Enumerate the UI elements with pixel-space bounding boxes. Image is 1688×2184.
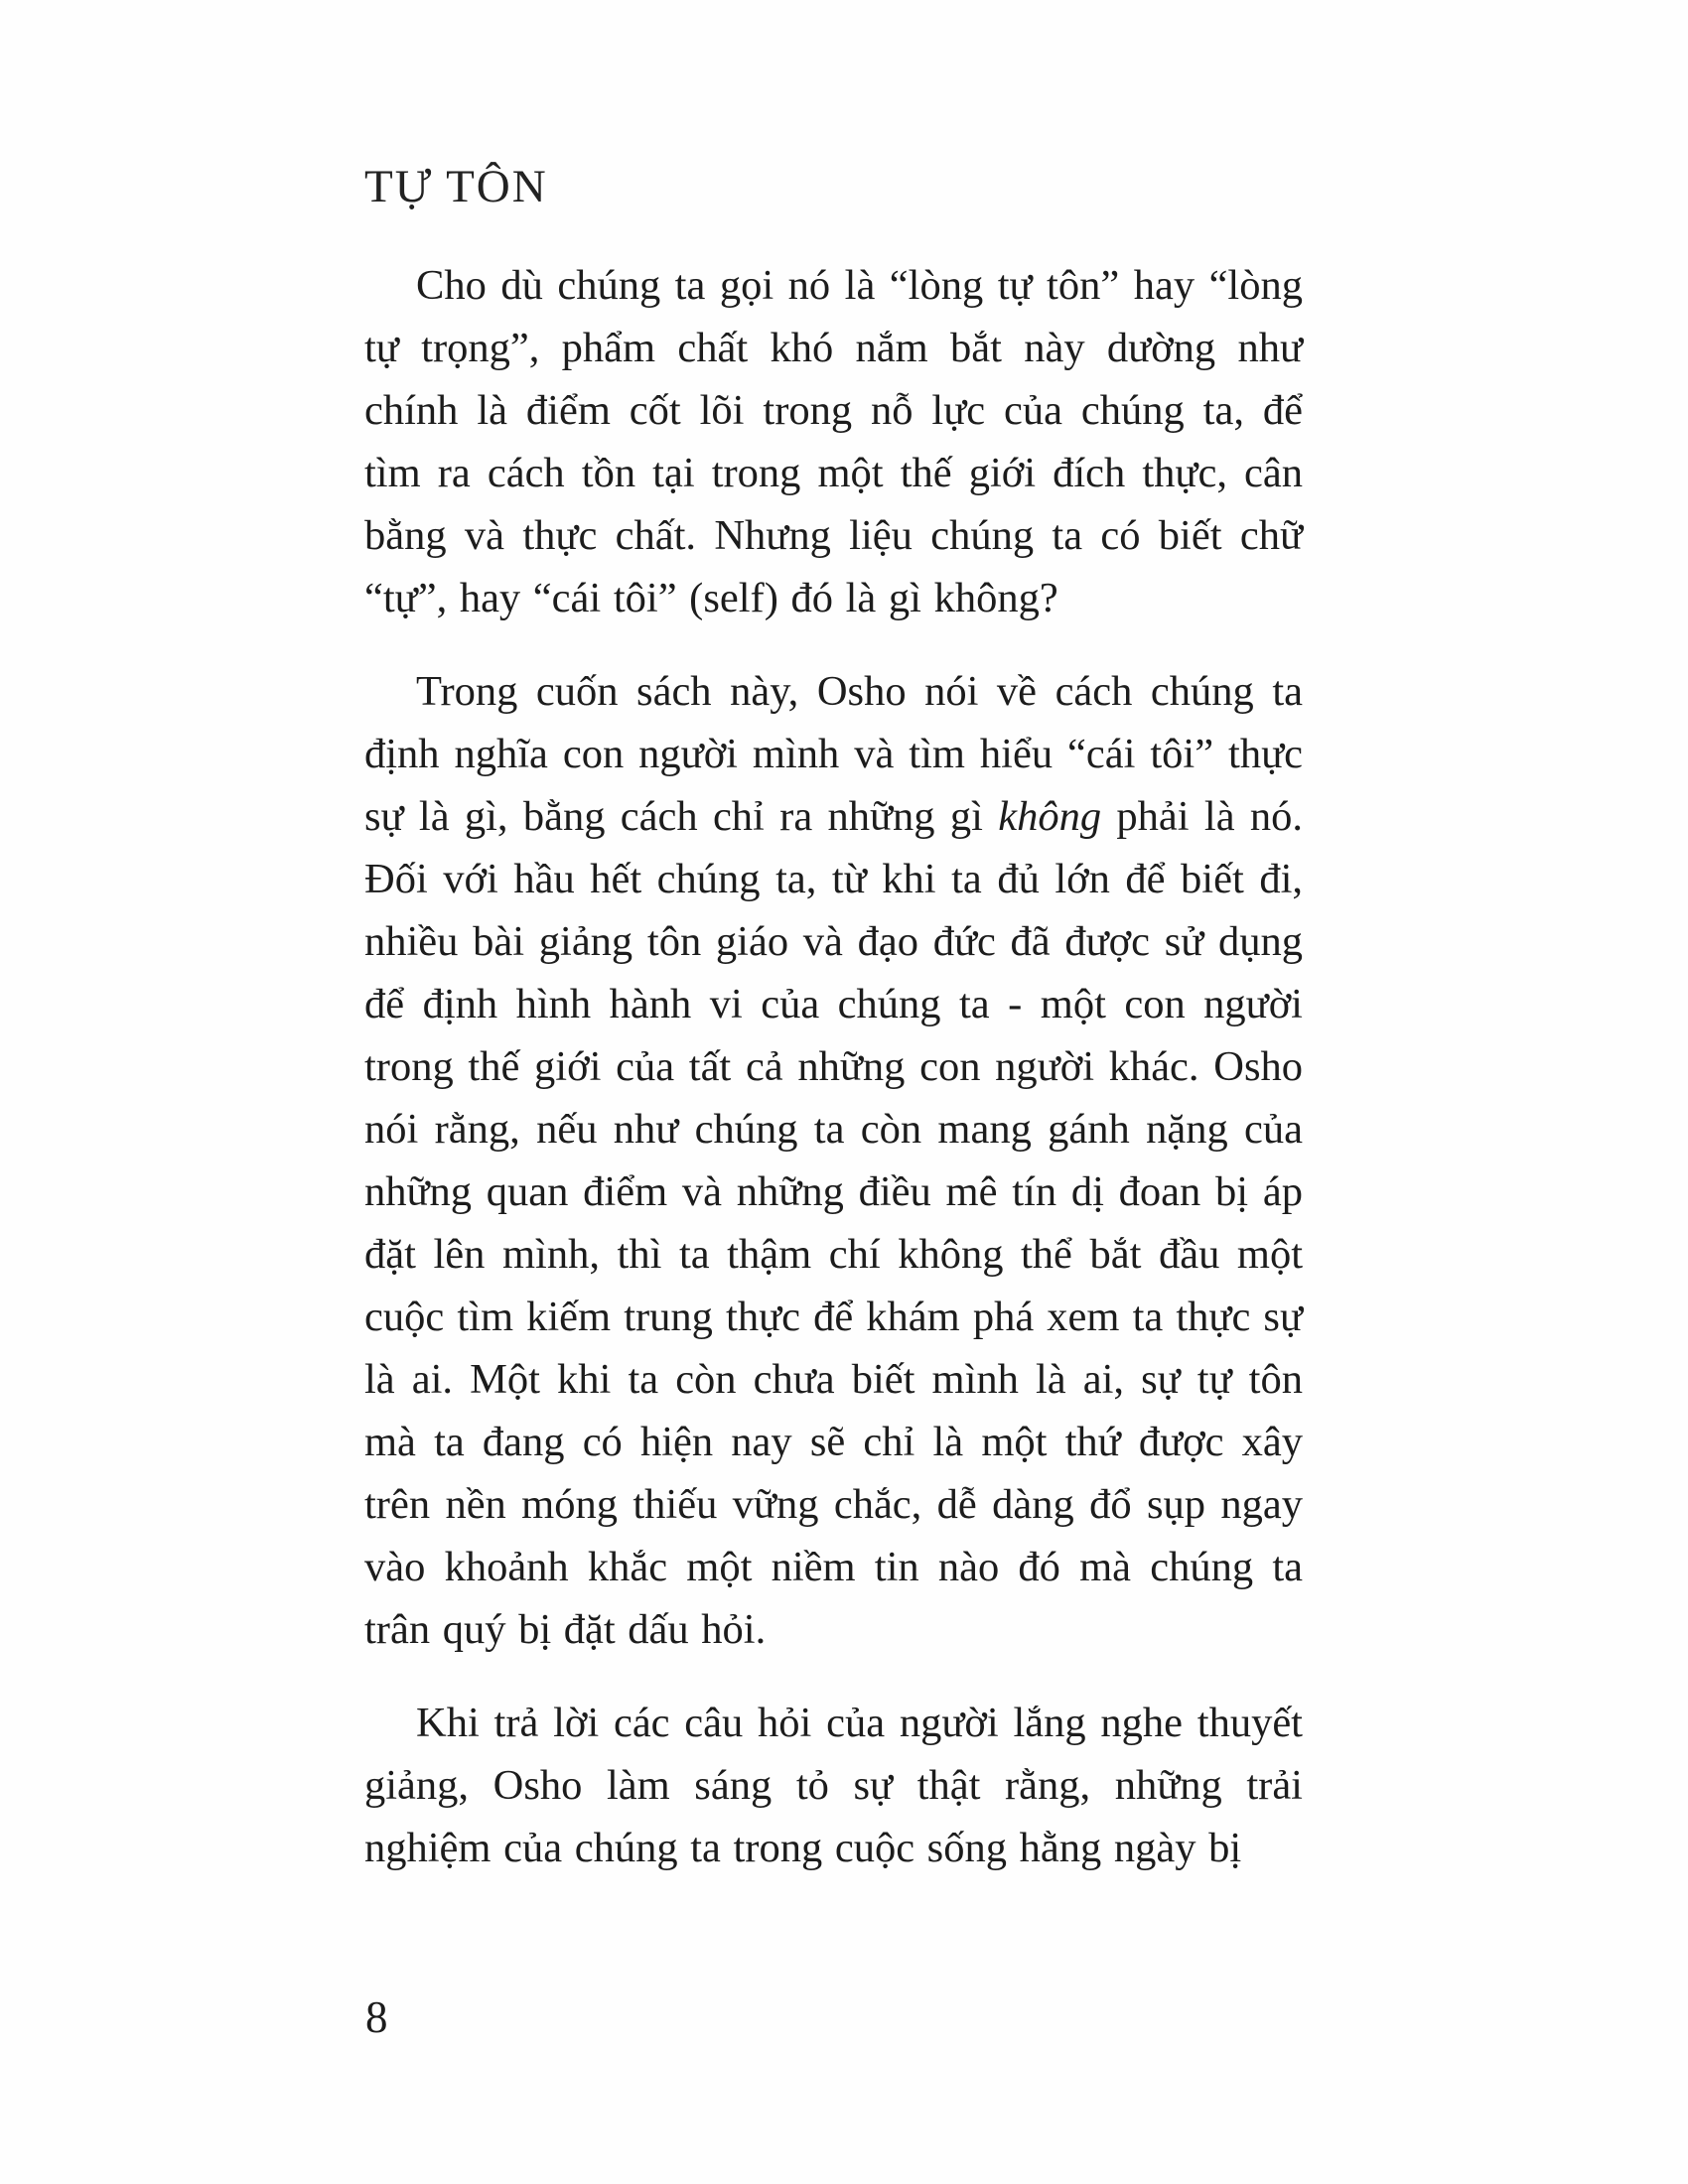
body-paragraph: Cho dù chúng ta gọi nó là “lòng tự tôn” hay “lòng tự trọng”, phẩm chất khó nắm bắt này dường như chính là điểm cốt lõi trong nỗ lực của chúng ta, để tìm ra cách tồn tại trong một thế giới đích thực, cân bằng và thực chất. Nhưng liệu chúng ta có biết chữ “tự”, hay “cái tôi” (self) đó là gì không? [364,262,1303,621]
paragraph-text-post: phải là nó. Đối với hầu hết chúng ta, từ khi ta đủ lớn để biết đi, nhiều bài giảng tôn giáo và đạo đức đã được sử dụng để định hình hành vi của chúng ta - một con người trong thế giới của tất cả những con người khác. Osho nói rằng, nếu như chúng ta còn mang gánh nặng của những quan điểm và những điều mê tín dị đoan bị áp đặt lên mình, thì ta thậm chí không thể bắt đầu một cuộc tìm kiếm trung thực để khám phá xem ta thực sự là ai. Một khi ta còn chưa biết mình là ai, sự tự tôn mà ta đang có hiện nay sẽ chỉ là một thứ được xây trên nền móng thiếu vững chắc, dễ dàng đổ sụp ngay vào khoảnh khắc một niềm tin nào đó mà chúng ta trân quý bị đặt dấu hỏi. [364,793,1303,1653]
body-paragraph: Khi trả lời các câu hỏi của người lắng nghe thuyết giảng, Osho làm sáng tỏ sự thật rằng, những trải nghiệm của chúng ta trong cuộc sống hằng ngày bị [364,1700,1303,1871]
body-paragraph [364,660,1303,1661]
italic-emphasis-word: không [998,793,1102,840]
page-number: 8 [365,1992,388,2042]
running-header-title: TỰ TÔN [364,161,548,212]
paragraph-text-pre: Trong cuốn sách này, Osho nói về cách chúng ta định nghĩa con người mình và tìm hiểu “cái tôi” thực sự là gì, bằng cách chỉ ra những gì [364,668,1303,840]
page-body-text [364,254,1303,1879]
